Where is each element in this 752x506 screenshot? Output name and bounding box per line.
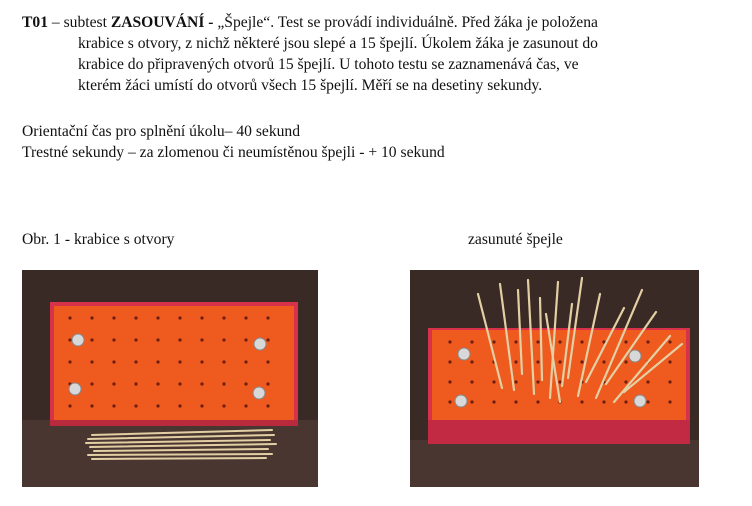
subtest-title: ZASOUVÁNÍ - — [110, 14, 218, 31]
photo-inserted-skewers — [410, 270, 699, 487]
paragraph-line-4: kterém žáci umístí do otvorů všech 15 špejlí. Měří se na desetiny sekundy. — [78, 77, 543, 94]
subtest-dash: – subtest — [48, 14, 111, 31]
description-paragraph — [22, 12, 738, 96]
paragraph-line-1 — [22, 12, 738, 33]
caption-inserted-skewers: zasunuté špejle — [468, 231, 563, 248]
test-info — [22, 121, 445, 163]
subtest-intro: „Špejle“. Test se provádí individuálně. Před žáka je položena — [217, 14, 598, 31]
subtest-code: T01 — [22, 14, 48, 31]
penalty-seconds: Trestné sekundy – za zlomenou či neumístěnou špejli - + 10 sekund — [22, 144, 445, 161]
orientation-time: Orientační čas pro splnění úkolu– 40 sekund — [22, 123, 301, 140]
caption-box-with-holes: Obr. 1 - krabice s otvory — [22, 231, 175, 248]
paragraph-line-3: krabice do připravených otvorů 15 špejlí. U tohoto testu se zaznamenává čas, ve — [78, 56, 579, 73]
photo-box-with-holes — [22, 270, 318, 487]
paragraph-line-2: krabice s otvory, z nichž některé jsou slepé a 15 špejlí. Úkolem žáka je zasunout do — [78, 35, 598, 52]
